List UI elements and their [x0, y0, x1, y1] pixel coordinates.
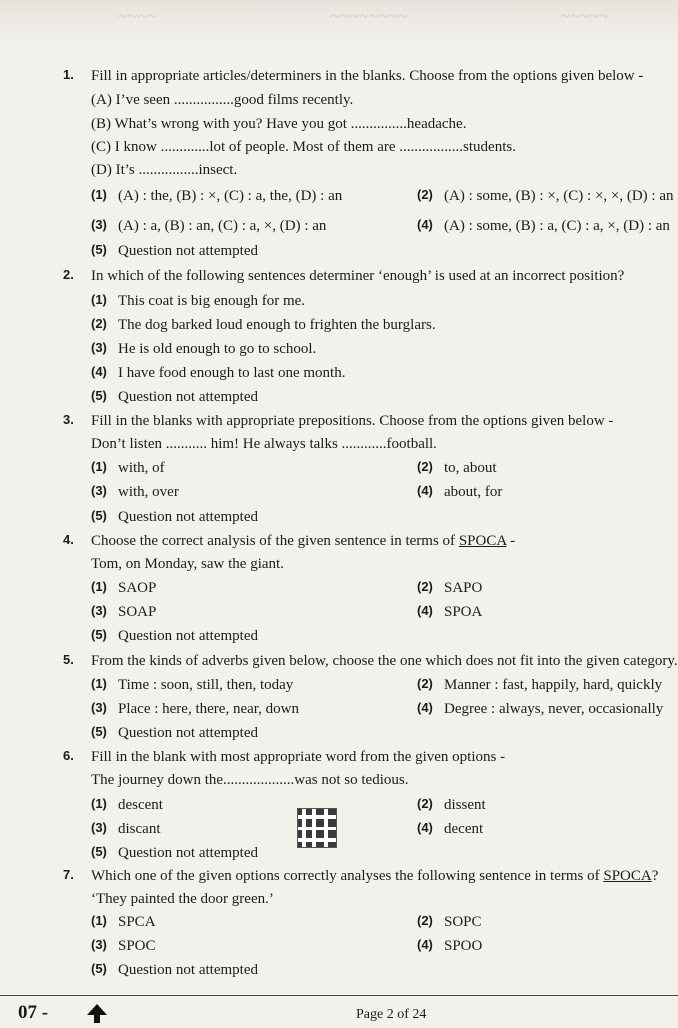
question-text: Which one of the given options correctly analyses the following sentence in terms of SPOCA?	[91, 868, 659, 884]
page-number: Page 2 of 24	[356, 1007, 427, 1022]
option-text: Question not attempted	[118, 243, 258, 259]
question-text: From the kinds of adverbs given below, choose the one which does not fit into the given category.	[91, 653, 678, 669]
option-number: (2)	[417, 579, 433, 594]
option-number: (5)	[91, 844, 107, 859]
question-number: 5.	[63, 652, 74, 667]
option-number: (1)	[91, 187, 107, 202]
option-text: Time : soon, still, then, today	[118, 677, 294, 693]
option-number: (4)	[417, 483, 433, 498]
option-number: (3)	[91, 937, 107, 952]
option-text: SAPO	[444, 580, 483, 596]
bleed-through-text: ~~~~~	[560, 6, 609, 26]
option-text: Question not attempted	[118, 725, 258, 741]
option-text: SOAP	[118, 604, 157, 620]
option-number: (1)	[91, 579, 107, 594]
question-number: 1.	[63, 67, 74, 82]
option-text: (A) : a, (B) : an, (C) : a, ×, (D) : an	[118, 218, 327, 234]
option-text: Question not attempted	[118, 962, 258, 978]
option-number: (2)	[417, 187, 433, 202]
option-number: (4)	[417, 700, 433, 715]
option-text: Degree : always, never, occasionally	[444, 701, 664, 717]
option-text: (A) : the, (B) : ×, (C) : a, the, (D) : an	[118, 188, 343, 204]
option-text: SPOC	[118, 938, 156, 954]
option-number: (5)	[91, 388, 107, 403]
option-text: Question not attempted	[118, 845, 258, 861]
question-text: Fill in the blanks with appropriate prepositions. Choose from the options given below -	[91, 413, 614, 429]
option-text: Question not attempted	[118, 509, 258, 525]
option-text: I have food enough to last one month.	[118, 365, 346, 381]
option-number: (3)	[91, 700, 107, 715]
option-text: SPCA	[118, 914, 156, 930]
option-number: (4)	[91, 364, 107, 379]
question-line: (B) What’s wrong with you? Have you got ...............headache.	[91, 116, 467, 132]
option-number: (1)	[91, 459, 107, 474]
option-number: (1)	[91, 676, 107, 691]
question-number: 7.	[63, 867, 74, 882]
option-text: descent	[118, 797, 163, 813]
option-text: about, for	[444, 484, 503, 500]
option-text: (A) : some, (B) : ×, (C) : ×, ×, (D) : an	[444, 188, 674, 204]
option-text: decent	[444, 821, 484, 837]
option-text: Place : here, there, near, down	[118, 701, 299, 717]
option-text: SPOA	[444, 604, 483, 620]
question-number: 4.	[63, 532, 74, 547]
option-text: Manner : fast, happily, hard, quickly	[444, 677, 663, 693]
option-number: (5)	[91, 508, 107, 523]
option-number: (3)	[91, 820, 107, 835]
option-number: (3)	[91, 483, 107, 498]
option-number: (5)	[91, 627, 107, 642]
option-number: (5)	[91, 724, 107, 739]
question-text: Fill in the blank with most appropriate word from the given options -	[91, 749, 506, 765]
option-number: (2)	[417, 459, 433, 474]
question-line: (A) I’ve seen ................good films recently.	[91, 92, 354, 108]
option-number: (2)	[417, 796, 433, 811]
option-text: with, of	[118, 460, 165, 476]
option-number: (2)	[91, 316, 107, 331]
question-text: Choose the correct analysis of the given sentence in terms of SPOCA -	[91, 533, 516, 549]
option-number: (2)	[417, 913, 433, 928]
question-line: (C) I know .............lot of people. Most of them are .................students.	[91, 139, 516, 155]
option-text: SPOO	[444, 938, 483, 954]
question-line: ‘They painted the door green.’	[91, 891, 274, 907]
question-text: In which of the following sentences determiner ‘enough’ is used at an incorrect position?	[91, 268, 625, 284]
question-line: Tom, on Monday, saw the giant.	[91, 556, 284, 572]
option-text: discant	[118, 821, 161, 837]
option-text: This coat is big enough for me.	[118, 293, 306, 309]
option-text: with, over	[118, 484, 179, 500]
question-line: (D) It’s ................insect.	[91, 162, 238, 178]
option-text: He is old enough to go to school.	[118, 341, 317, 357]
option-text: (A) : some, (B) : a, (C) : a, ×, (D) : an	[444, 218, 670, 234]
paper-code: 07 -	[18, 1002, 49, 1023]
option-text: The dog barked loud enough to frighten the burglars.	[118, 317, 436, 333]
option-text: dissent	[444, 797, 486, 813]
option-text: SOPC	[444, 914, 482, 930]
bleed-through-text: ~~~~~~~~	[330, 6, 408, 26]
question-line: The journey down the...................was not so tedious.	[91, 772, 409, 788]
option-number: (4)	[417, 603, 433, 618]
option-number: (5)	[91, 242, 107, 257]
question-number: 6.	[63, 748, 74, 763]
footer-divider	[0, 995, 678, 996]
option-number: (4)	[417, 937, 433, 952]
option-text: Question not attempted	[118, 628, 258, 644]
option-number: (1)	[91, 292, 107, 307]
option-number: (4)	[417, 217, 433, 232]
question-line: Don’t listen ........... him! He always talks ............football.	[91, 436, 437, 452]
bleed-through-text: ~~~~	[118, 6, 157, 26]
option-number: (5)	[91, 961, 107, 976]
option-number: (3)	[91, 340, 107, 355]
option-number: (4)	[417, 820, 433, 835]
qr-code-icon	[297, 808, 337, 848]
option-number: (3)	[91, 217, 107, 232]
underlined-term: SPOCA	[458, 533, 507, 549]
option-text: SAOP	[118, 580, 157, 596]
up-arrow-icon	[86, 1002, 108, 1024]
option-number: (1)	[91, 796, 107, 811]
question-number: 3.	[63, 412, 74, 427]
question-number: 2.	[63, 267, 74, 282]
option-number: (1)	[91, 913, 107, 928]
option-number: (3)	[91, 603, 107, 618]
question-text: Fill in appropriate articles/determiners in the blanks. Choose from the options given below -	[91, 68, 644, 84]
option-number: (2)	[417, 676, 433, 691]
option-text: to, about	[444, 460, 497, 476]
option-text: Question not attempted	[118, 389, 258, 405]
underlined-term: SPOCA	[603, 868, 652, 884]
